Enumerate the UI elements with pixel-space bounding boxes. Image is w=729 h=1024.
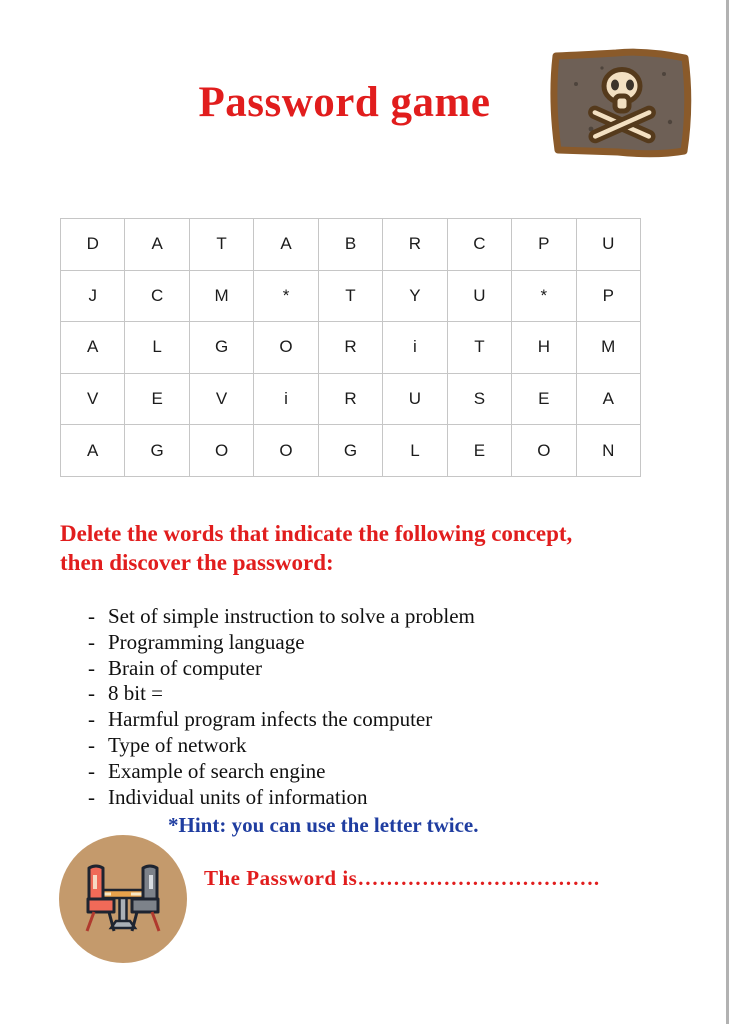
clue-item	[88, 656, 648, 682]
grid-cell: V	[190, 374, 254, 426]
grid-cell: i	[383, 322, 447, 374]
table-and-chairs-icon	[59, 835, 187, 963]
grid-cell: O	[254, 322, 318, 374]
grid-cell: R	[383, 219, 447, 271]
grid-cell: U	[577, 219, 641, 271]
grid-cell: A	[577, 374, 641, 426]
grid-cell: A	[254, 219, 318, 271]
dash-bullet: -	[88, 629, 95, 654]
clue-text: 8 bit =	[108, 681, 164, 706]
grid-cell: i	[254, 374, 318, 426]
grid-cell: G	[125, 425, 189, 477]
pirate-flag-icon	[546, 44, 696, 164]
grid-cell: R	[319, 322, 383, 374]
grid-cell: D	[61, 219, 125, 271]
clue-text: Type of network	[108, 732, 247, 757]
grid-cell: L	[383, 425, 447, 477]
clue-text: Brain of computer	[108, 655, 262, 680]
grid-cell: P	[512, 219, 576, 271]
grid-cell: B	[319, 219, 383, 271]
table-and-chairs-svg	[59, 835, 187, 963]
hint-text: *Hint: you can use the letter twice.	[168, 813, 479, 837]
dash-bullet: -	[88, 784, 95, 809]
clue-text: Example of search engine	[108, 758, 326, 783]
dash-bullet: -	[88, 655, 95, 680]
grid-cell: A	[61, 425, 125, 477]
dash-bullet: -	[88, 604, 95, 628]
grid-cell: T	[448, 322, 512, 374]
clue-text: Set of simple instruction to solve a problem	[108, 604, 475, 628]
clue-item	[88, 785, 648, 811]
dash-bullet: -	[88, 707, 95, 732]
password-line: The Password is…………………………….	[204, 866, 600, 890]
grid-cell: G	[190, 322, 254, 374]
instruction-line-2: then discover the password:	[60, 550, 334, 575]
grid-cell: E	[448, 425, 512, 477]
grid-cell: A	[61, 322, 125, 374]
grid-cell: O	[254, 425, 318, 477]
dash-bullet: -	[88, 681, 95, 706]
grid-cell: M	[577, 322, 641, 374]
letter-grid	[60, 218, 641, 477]
grid-cell: O	[190, 425, 254, 477]
grid-cell: G	[319, 425, 383, 477]
pirate-flag-svg	[546, 44, 696, 164]
grid-cell: L	[125, 322, 189, 374]
clue-item	[88, 759, 648, 785]
grid-cell: *	[254, 271, 318, 323]
grid-cell: R	[319, 374, 383, 426]
clue-text: Harmful program infects the computer	[108, 707, 433, 732]
grid-cell: J	[61, 271, 125, 323]
grid-cell: M	[190, 271, 254, 323]
grid-cell: T	[190, 219, 254, 271]
page-title: Password game	[198, 79, 491, 126]
dash-bullet: -	[88, 758, 95, 783]
grid-cell: U	[448, 271, 512, 323]
grid-cell: S	[448, 374, 512, 426]
clue-text: Individual units of information	[108, 784, 368, 809]
grid-cell: Y	[383, 271, 447, 323]
grid-cell: V	[61, 374, 125, 426]
clue-item	[88, 604, 648, 630]
grid-cell: U	[383, 374, 447, 426]
clue-item	[88, 707, 648, 733]
grid-cell: E	[512, 374, 576, 426]
grid-cell: H	[512, 322, 576, 374]
grid-cell: C	[448, 219, 512, 271]
clue-item	[88, 681, 648, 707]
grid-cell: T	[319, 271, 383, 323]
clue-item	[88, 630, 648, 656]
clue-list	[88, 604, 648, 810]
instruction-line-1: Delete the words that indicate the following concept,	[60, 521, 573, 546]
clue-text: Programming language	[108, 629, 305, 654]
dash-bullet: -	[88, 732, 95, 757]
instruction-heading	[60, 519, 700, 577]
grid-cell: C	[125, 271, 189, 323]
grid-cell: E	[125, 374, 189, 426]
grid-cell: *	[512, 271, 576, 323]
grid-cell: A	[125, 219, 189, 271]
grid-cell: N	[577, 425, 641, 477]
clue-item	[88, 733, 648, 759]
grid-cell: O	[512, 425, 576, 477]
grid-cell: P	[577, 271, 641, 323]
